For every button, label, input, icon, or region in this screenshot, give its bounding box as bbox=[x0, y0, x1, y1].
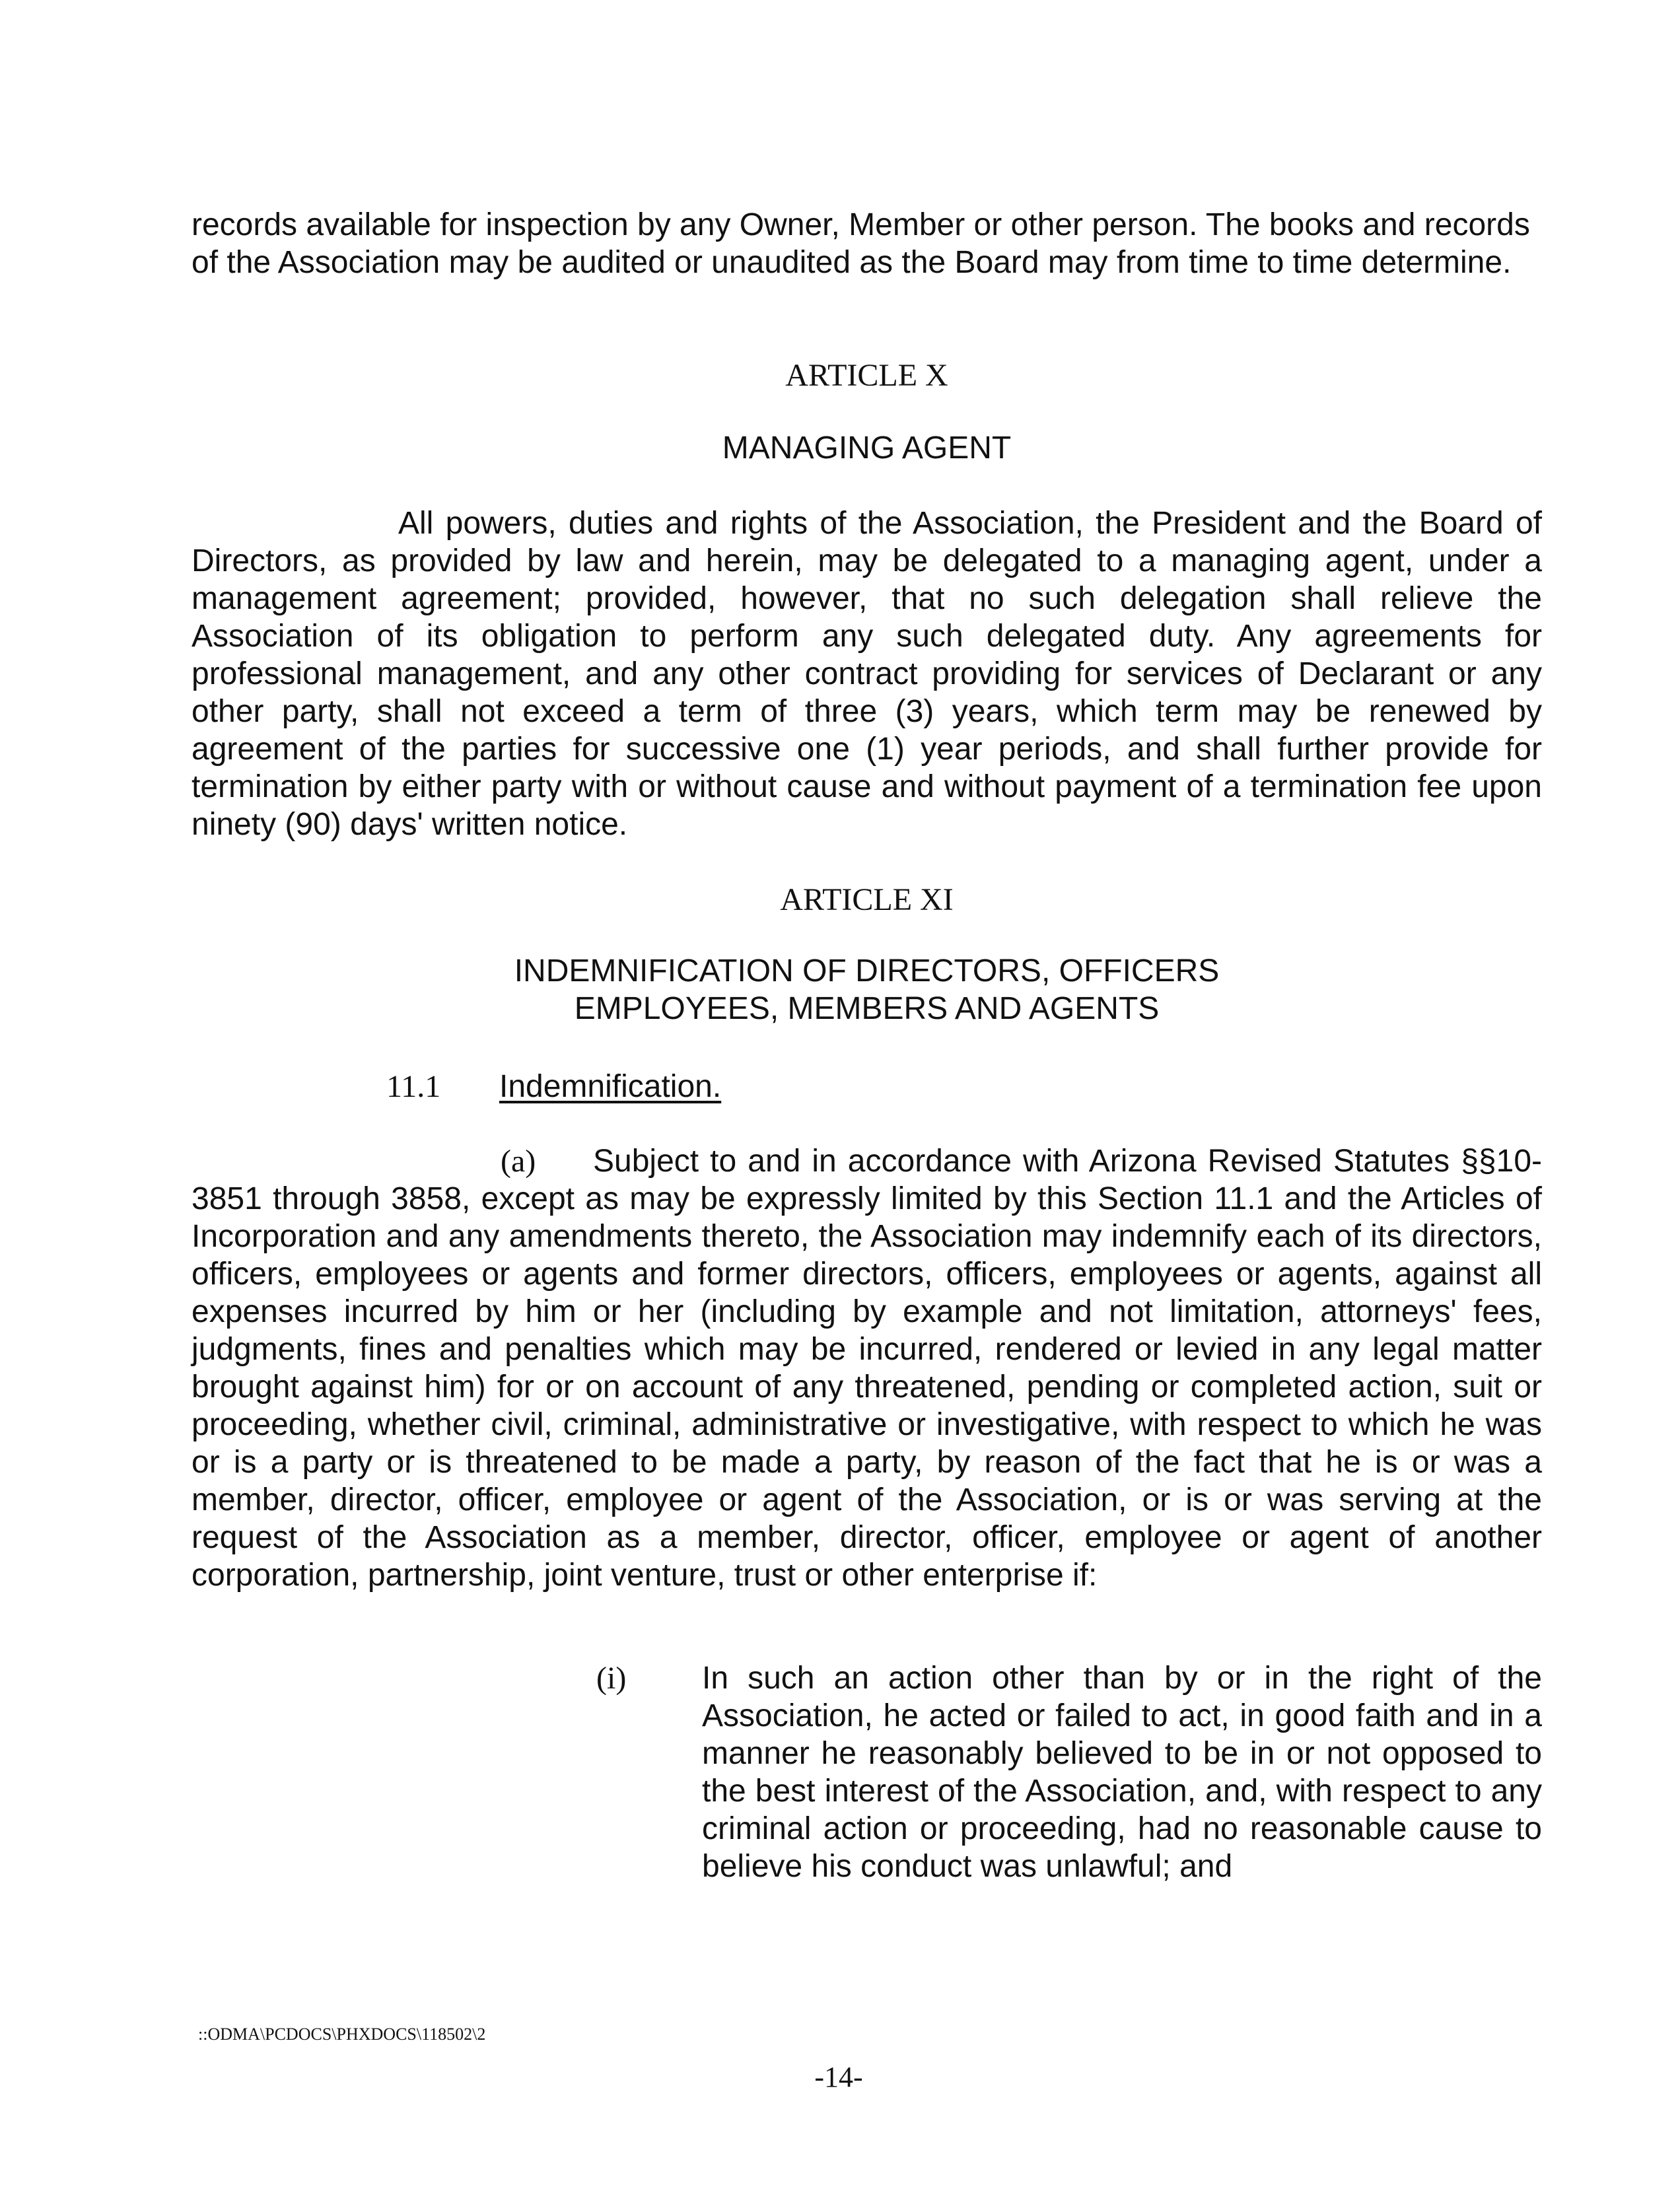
item-i-text: In such an action other than by or in the right of the Association, he acted or failed to act, in good faith and in a manner he reasonably believed to be in or not opposed to the best interest of the Association, and, with respect to any criminal action or proceeding, had no reasonable cause to believe his conduct was unlawful; and bbox=[702, 1661, 1542, 1884]
article-xi-title bbox=[192, 952, 1542, 1027]
paragraph-a-marker: (a) bbox=[501, 1144, 536, 1179]
section-11-1-heading bbox=[386, 1068, 721, 1105]
section-number: 11.1 bbox=[386, 1069, 441, 1104]
article-xi-number: ARTICLE XI bbox=[780, 882, 954, 917]
paragraph-a bbox=[192, 1142, 1542, 1594]
paragraph-a-text: Subject to and in accordance with Arizona Revised Statutes §§10-3851 through 3858, except as may be expressly limited by this Section 11.1 and the Articles of Incorporation and any amendments thereto, the Association may indemnify each of its directors, officers, employees or agents and former directors, officers, employees or agents, against all expenses incurred by him or her (including by example and not limitation, attorneys' fees, judgments, fines and penalties which may be incurred, rendered or levied in any legal matter brought against him) for or on account of any threatened, pending or completed action, suit or proceeding, whether civil, criminal, administrative or investigative, with respect to which he was or is a party or is threatened to be made a party, by reason of the fact that he is or was a member, director, officer, employee or agent of the Association, or is or was serving at the request of the Association as a member, director, officer, employee or agent of another corporation, partnership, joint venture, trust or other enterprise if: bbox=[192, 1144, 1542, 1593]
section-title: Indemnification. bbox=[499, 1069, 722, 1104]
managing-agent-paragraph: All powers, duties and rights of the Association, the President and the Board of Directors, as provided by law and herein, may be delegated to a managing agent, under a management agreement; provided, however, that no such delegation shall relieve the Association of its obligation to perform any such delegated duty. Any agreements for professional management, and any other contract providing for services of Declarant or any other party, shall not exceed a term of three (3) years, which term may be renewed by agreement of the parties for successive one (1) year periods, and shall further provide for termination by either party with or without cause and without payment of a termination fee upon ninety (90) days' written notice. bbox=[192, 506, 1542, 842]
item-i-marker: (i) bbox=[596, 1661, 627, 1696]
article-x-number: ARTICLE X bbox=[785, 358, 948, 393]
page-number: -14- bbox=[814, 2061, 863, 2093]
article-xi-title-line-1: INDEMNIFICATION OF DIRECTORS, OFFICERS bbox=[514, 954, 1220, 989]
intro-paragraph: records available for inspection by any Owner, Member or other person. The books and records of the Association may be audited or unaudited as the Board may from time to time determine. bbox=[192, 207, 1530, 280]
article-xi-title-line-2: EMPLOYEES, MEMBERS AND AGENTS bbox=[574, 991, 1160, 1026]
document-path-footer: ::ODMA\PCDOCS\PHXDOCS\118502\2 bbox=[198, 2025, 486, 2044]
article-x-title: MANAGING AGENT bbox=[722, 431, 1012, 466]
